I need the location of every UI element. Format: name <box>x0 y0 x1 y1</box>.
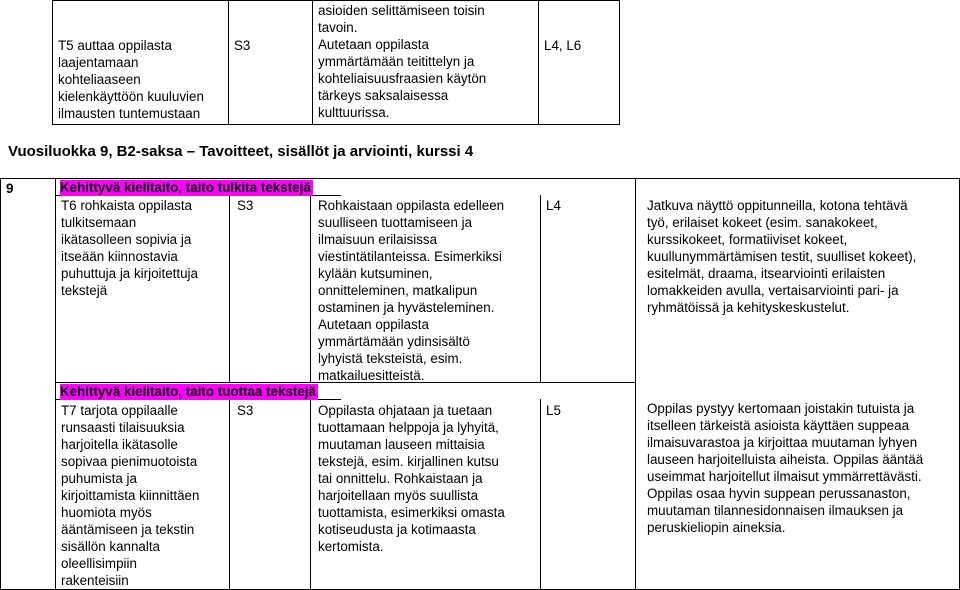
block-assessment: Jatkuva näyttö oppitunneilla, kotona tehtävä työ, erilaiset kokeet (esim. sanakokeet, kurssikokeet, formatiiviset kokeet, kuullunymmärtämisen testit, suulliset kokeet), esitelmät, draama, itsearviointi erilaisten lomakkeiden avulla, vertaisarviointi pari- ja ryhmätöissä ja kehityskeskustelut. <box>647 198 917 315</box>
block-goal: T6 rohkaista oppilasta tulkitsemaan ikätasolleen sopivia ja itseään kiinnostavia puhuttuja ja kirjoitettuja tekstejä <box>61 198 198 298</box>
block-area: S3 <box>237 403 254 418</box>
block-assessment: Oppilas pystyy kertomaan joistakin tutuista ja itselleen tärkeistä asioista käyttäen suppeaa ilmaisuvarastoa ja kirjoittaa muutaman lyhyen lauseen harjoitelluista aiheista. Oppilas ääntää useimmat harjoitellut ilmaisut ymmärrettävästi. Oppilas osaa hyvin suppean perussanaston, muutaman tilannesidonnaisen ilmauksen ja peruskieliopin aineksia. <box>647 401 924 535</box>
block-competence: L4 <box>546 198 561 213</box>
block-goal: T7 tarjota oppilaalle runsaasti tilaisuuksia harjoitella ikätasolle sopivaa pienimuotoista puhumista ja kirjoittamista kiinnittäen huomiota myös ääntämiseen ja tekstin sisällön kannalta oleellisimpiin rakenteisiin <box>61 403 200 588</box>
top-competence-text: L4, L6 <box>544 38 582 53</box>
block-title-text: Kehittyvä kielitaito, taito tulkita tekstejä <box>60 180 311 195</box>
top-content-text: asioiden selittämiseen toisin tavoin. Autetaan oppilasta ymmärtämään teitittelyn ja kohteliaisuusfraasien käytön tärkeys saksalaisessa kulttuurissa. <box>318 3 487 120</box>
top-goal-text: T5 auttaa oppilasta laajentamaan kohteliaaseen kielenkäyttöön kuuluvien ilmausten tuntemustaan <box>58 38 204 121</box>
grade-label: 9 <box>6 181 14 196</box>
block-content: Oppilasta ohjataan ja tuetaan tuottamaan helppoja ja lyhyitä, muutaman lauseen mittaisia tekstejä, esim. kirjallinen kutsu tai onnittelu. Rohkaistaan ja harjoitellaan myös suullista tuottamista, esimerkiksi omasta kotiseudusta ja kotimaasta kertomista. <box>318 403 505 554</box>
block-title <box>60 179 313 196</box>
block-title <box>60 383 318 400</box>
block-area: S3 <box>237 198 254 213</box>
section-heading: Vuosiluokka 9, B2-saksa – Tavoitteet, sisällöt ja arviointi, kurssi 4 <box>8 143 474 160</box>
top-area-text: S3 <box>234 38 251 53</box>
block-title-text: Kehittyvä kielitaito, taito tuottaa tekstejä <box>60 384 316 399</box>
block-content: Rohkaistaan oppilasta edelleen suulliseen tuottamiseen ja ilmaisuun erilaisissa viestintätilanteissa. Esimerkiksi kylään kutsuminen, onnitteleminen, matkalipun ostaminen ja hyvästeleminen. Autetaan oppilasta ymmärtämään ydinsisältö lyhyistä teksteistä, esim. matkailuesitteistä. <box>318 198 505 383</box>
block-competence: L5 <box>546 403 561 418</box>
